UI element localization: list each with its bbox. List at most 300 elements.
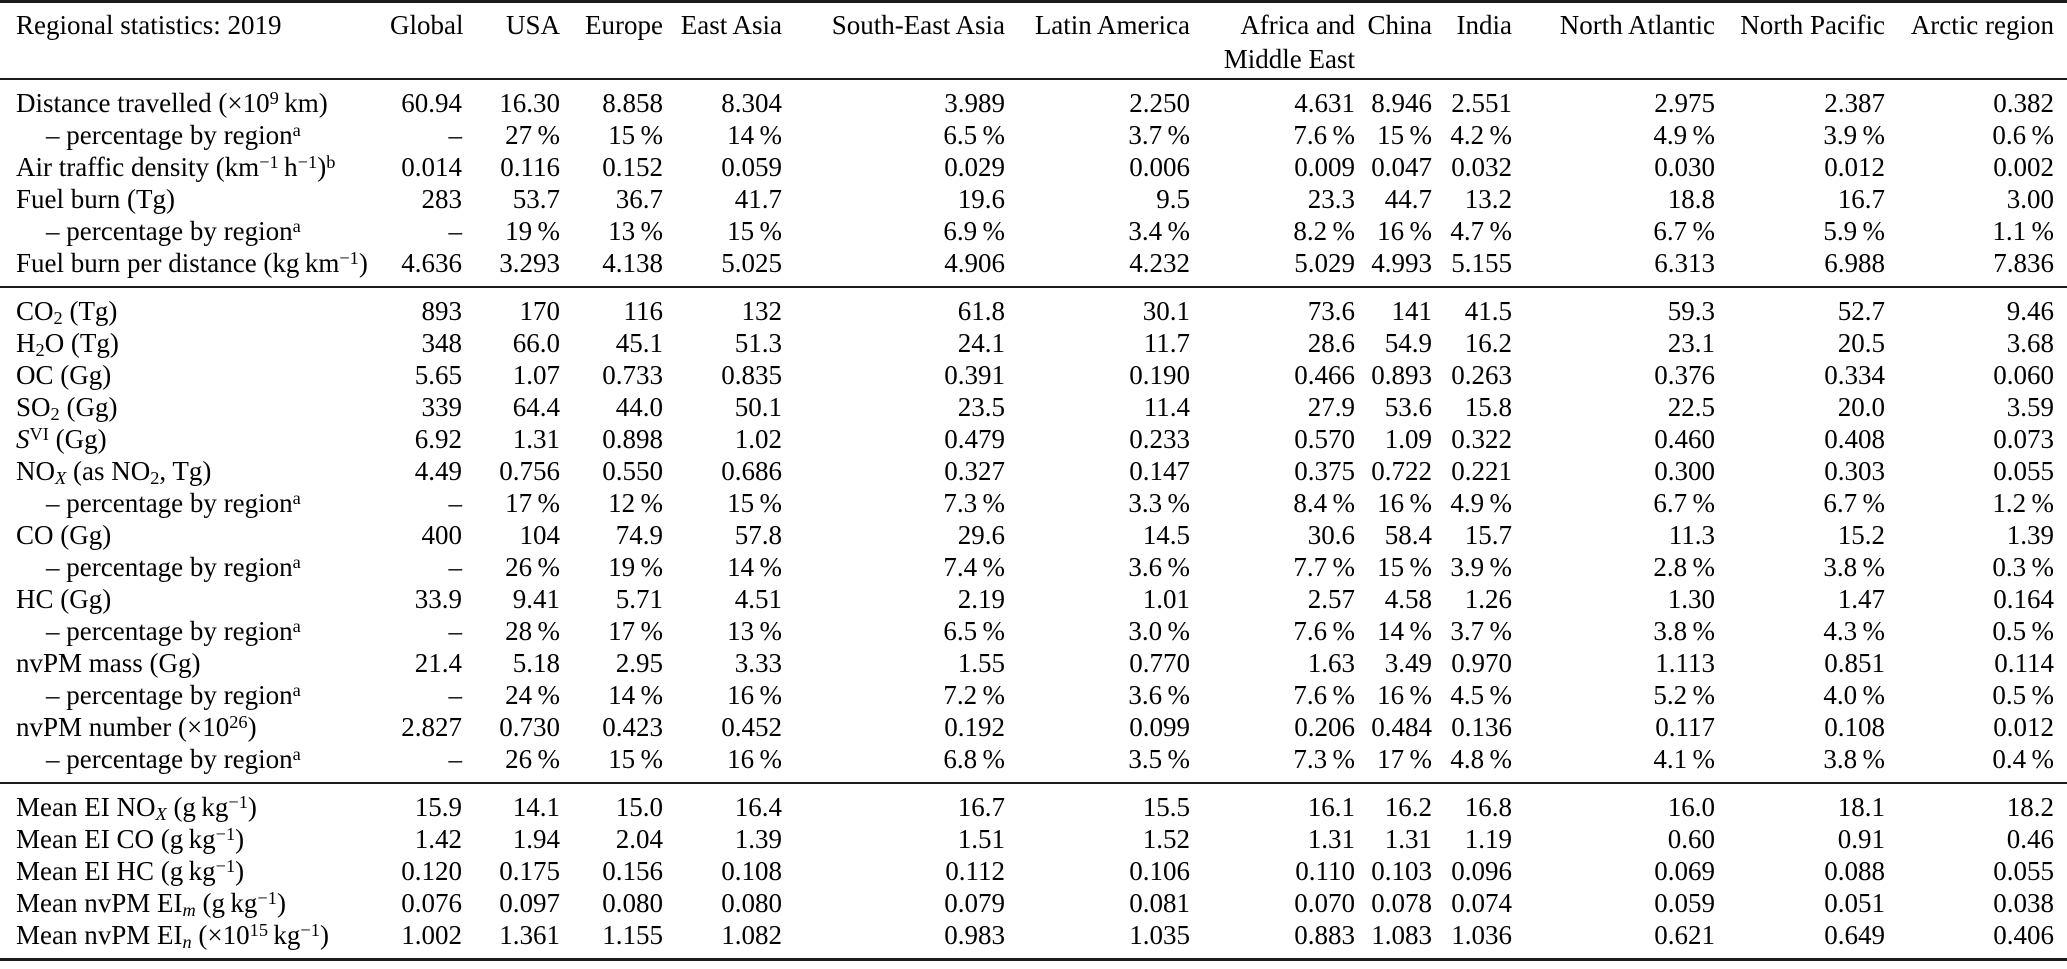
- cell: 53.6: [1384, 392, 1432, 422]
- cell: 1.035: [1129, 920, 1190, 950]
- cell: 0.164: [1993, 584, 2054, 614]
- cell: 8.858: [602, 88, 663, 118]
- cell: 6.988: [1824, 248, 1885, 278]
- cell: 0.460: [1654, 424, 1715, 454]
- cell: 4.58: [1384, 584, 1432, 614]
- cell: 0.074: [1451, 888, 1512, 918]
- cell: 23.3: [1307, 184, 1355, 214]
- cell: 3.7 %: [1450, 616, 1512, 646]
- cell: 15.8: [1464, 392, 1512, 422]
- cell: 116: [560, 287, 663, 327]
- cell: 16 %: [727, 744, 782, 774]
- cell: 57.8: [734, 520, 782, 550]
- cell: 7.2 %: [943, 680, 1005, 710]
- cell: 74.9: [615, 520, 663, 550]
- cell: 0.550: [602, 456, 663, 486]
- cell: 7.6 %: [1293, 120, 1355, 150]
- cell: 3.3 %: [1128, 488, 1190, 518]
- table-row: [0, 215, 2067, 247]
- cell: 33.9: [414, 584, 462, 614]
- row-label: Mean EI HC (g $kg^{-1}$): [16, 855, 245, 886]
- cell: 0.835: [721, 360, 782, 390]
- cell: 4.5 %: [1450, 680, 1512, 710]
- cell: 0.970: [1451, 648, 1512, 678]
- cell: 0.893: [1371, 360, 1432, 390]
- row-label: nvPM mass (Gg): [16, 648, 201, 678]
- cell: 20.5: [1837, 328, 1885, 358]
- cell: 6.5 %: [943, 616, 1005, 646]
- cell: 5.71: [615, 584, 663, 614]
- cell: –: [448, 744, 462, 774]
- cell: 3.8 %: [1823, 552, 1885, 582]
- table-row: [0, 151, 2067, 183]
- cell: 141: [1355, 287, 1432, 327]
- cell: 3.33: [734, 648, 782, 678]
- row-label: OC (Gg): [16, 360, 112, 390]
- cell: 15 %: [727, 488, 782, 518]
- cell: 53.7: [512, 184, 560, 214]
- cell: 7.4 %: [943, 552, 1005, 582]
- cell: 2.95: [615, 648, 663, 678]
- cell: 0.5 %: [1992, 616, 2054, 646]
- cell: 41.5: [1432, 287, 1512, 327]
- cell: 11.3: [1668, 520, 1715, 550]
- cell: 0.110: [1295, 856, 1355, 886]
- table-row: [0, 823, 2067, 855]
- cell: 0.221: [1451, 456, 1512, 486]
- cell: 3.9 %: [1450, 552, 1512, 582]
- cell: 52.7: [1715, 287, 1885, 327]
- cell: 1.083: [1371, 920, 1432, 950]
- table-row: [0, 743, 2067, 783]
- cell: 0.322: [1451, 424, 1512, 454]
- row-label: Mean EI $NO_X$ (g $kg^{-1}$): [0, 783, 390, 823]
- row-label: $SO_2$ (Gg): [16, 392, 118, 425]
- cell: 73.6: [1190, 287, 1355, 327]
- cell: 0.047: [1371, 152, 1432, 182]
- cell: 6.8 %: [943, 744, 1005, 774]
- cell: 3.68: [2006, 328, 2054, 358]
- cell: –: [448, 552, 462, 582]
- cell: 0.300: [1654, 456, 1715, 486]
- cell: 14 %: [727, 552, 782, 582]
- cell: 15.9: [390, 783, 462, 823]
- cell: 348: [421, 328, 462, 358]
- table-section-3: [0, 783, 2067, 960]
- cell: 0.46: [2006, 824, 2054, 854]
- cell: –: [448, 120, 462, 150]
- cell: 2.04: [615, 824, 663, 854]
- cell: 0.051: [1824, 888, 1885, 918]
- cell: 1.39: [734, 824, 782, 854]
- cell: 14.5: [1142, 520, 1190, 550]
- cell: 0.756: [499, 456, 560, 486]
- cell: 11.7: [1143, 328, 1190, 358]
- cell: –: [448, 216, 462, 246]
- row-label: $CO_2$ (Tg): [0, 287, 390, 327]
- cell: 0.059: [721, 152, 782, 182]
- cell: 1.01: [1142, 584, 1190, 614]
- cell: 0.91: [1837, 824, 1885, 854]
- cell: 0.233: [1129, 424, 1190, 454]
- row-label: $H_2O$ (Tg): [16, 328, 119, 361]
- cell: 0.327: [944, 456, 1005, 486]
- cell: 14 %: [608, 680, 663, 710]
- cell: 17 %: [608, 616, 663, 646]
- table-row: [0, 423, 2067, 455]
- table-row: [0, 919, 2067, 960]
- cell: 1.07: [512, 360, 560, 390]
- cell: 8.4 %: [1293, 488, 1355, 518]
- cell: 0.079: [944, 888, 1005, 918]
- cell: 0.076: [401, 888, 462, 918]
- cell: 3.989: [944, 88, 1005, 118]
- cell: 16 %: [1377, 216, 1432, 246]
- cell: 1.31: [512, 424, 560, 454]
- cell: 3.5 %: [1128, 744, 1190, 774]
- cell: 6.9 %: [943, 216, 1005, 246]
- cell: 0.722: [1371, 456, 1432, 486]
- cell: 104: [519, 520, 560, 550]
- cell: 0.484: [1371, 712, 1432, 742]
- cell: 58.4: [1384, 520, 1432, 550]
- cell: 1.63: [1307, 648, 1355, 678]
- cell: 15 %: [608, 120, 663, 150]
- cell: 0.770: [1129, 648, 1190, 678]
- cell: 7.6 %: [1293, 680, 1355, 710]
- cell: 2.8 %: [1653, 552, 1715, 582]
- cell: 0.080: [721, 888, 782, 918]
- cell: 2.827: [401, 712, 462, 742]
- cell: 0.206: [1294, 712, 1355, 742]
- cell: 0.883: [1294, 920, 1355, 950]
- cell: 0.156: [602, 856, 663, 886]
- row-label: Mean EI CO (g $kg^{-1}$): [16, 823, 245, 854]
- cell: 7.3 %: [943, 488, 1005, 518]
- cell: 1.30: [1667, 584, 1715, 614]
- cell: 0.060: [1993, 360, 2054, 390]
- cell: 22.5: [1667, 392, 1715, 422]
- cell: 4.993: [1371, 248, 1432, 278]
- cell: 24 %: [505, 680, 560, 710]
- cell: 20.0: [1837, 392, 1885, 422]
- cell: 0.114: [1994, 648, 2054, 678]
- cell: 0.070: [1294, 888, 1355, 918]
- cell: 15 %: [1377, 120, 1432, 150]
- cell: 64.4: [512, 392, 560, 422]
- row-label: Air traffic density ($km^{-1}$ $h^{-1})^b$: [16, 151, 336, 182]
- cell: 3.4 %: [1128, 216, 1190, 246]
- cell: 0.423: [602, 712, 663, 742]
- column-header-europe: Europe: [560, 2, 663, 80]
- table-row: [0, 615, 2067, 647]
- table-row: [0, 647, 2067, 679]
- cell: 3.8 %: [1653, 616, 1715, 646]
- cell: 29.6: [957, 520, 1005, 550]
- cell: 9.46: [1885, 287, 2067, 327]
- cell: 17 %: [1377, 744, 1432, 774]
- column-header-india: India: [1432, 2, 1512, 80]
- cell: 0.059: [1654, 888, 1715, 918]
- cell: 0.406: [1993, 920, 2054, 950]
- cell: –: [448, 616, 462, 646]
- cell: 16.1: [1190, 783, 1355, 823]
- cell: 0.078: [1371, 888, 1432, 918]
- column-header-arctic-region: Arctic region: [1885, 2, 2067, 80]
- cell: 283: [421, 184, 462, 214]
- table-row: [0, 79, 2067, 119]
- cell: 1.19: [1464, 824, 1512, 854]
- column-header-usa: USA: [462, 2, 560, 80]
- row-label: nvPM number $(\times 10^{26})$: [16, 711, 257, 742]
- cell: 1.39: [2006, 520, 2054, 550]
- table-section-2: [0, 287, 2067, 783]
- cell: 3.293: [499, 248, 560, 278]
- cell: 0.733: [602, 360, 663, 390]
- cell: 3.8 %: [1823, 744, 1885, 774]
- row-label: – percentage by region$^a$: [46, 743, 301, 774]
- cell: 6.7 %: [1653, 488, 1715, 518]
- cell: 1.31: [1384, 824, 1432, 854]
- table-corner-label: Regional statistics: 2019: [0, 2, 390, 80]
- cell: 4.0 %: [1823, 680, 1885, 710]
- cell: 4.8 %: [1450, 744, 1512, 774]
- cell: 0.029: [944, 152, 1005, 182]
- cell: 15 %: [727, 216, 782, 246]
- cell: 3.6 %: [1128, 680, 1190, 710]
- cell: 0.055: [1993, 456, 2054, 486]
- row-label: Mean nvPM $EI_n$ ($\times 10^{15}$ $kg^{-1}$): [16, 919, 329, 953]
- table-header: [0, 2, 2067, 80]
- cell: 15 %: [1377, 552, 1432, 582]
- cell: 23.5: [957, 392, 1005, 422]
- table-row: [0, 287, 2067, 327]
- cell: 0.4 %: [1992, 744, 2054, 774]
- cell: 4.232: [1129, 248, 1190, 278]
- cell: 45.1: [615, 328, 663, 358]
- table-row: [0, 359, 2067, 391]
- column-header-north-pacific: North Pacific: [1715, 2, 1885, 80]
- cell: 16.30: [499, 88, 560, 118]
- column-header-east-asia: East Asia: [663, 2, 782, 80]
- cell: 0.570: [1294, 424, 1355, 454]
- cell: 0.012: [1824, 152, 1885, 182]
- cell: 14 %: [1377, 616, 1432, 646]
- column-header-north-atlantic: North Atlantic: [1512, 2, 1715, 80]
- header-row: [0, 2, 2067, 80]
- cell: 0.038: [1993, 888, 2054, 918]
- cell: 0.686: [721, 456, 782, 486]
- table-row: [0, 455, 2067, 487]
- cell: 170: [462, 287, 560, 327]
- cell: 0.002: [1993, 152, 2054, 182]
- cell: 0.006: [1129, 152, 1190, 182]
- cell: 0.147: [1129, 456, 1190, 486]
- cell: 0.055: [1993, 856, 2054, 886]
- row-label: – percentage by region$^a$: [46, 615, 301, 646]
- table-row: [0, 855, 2067, 887]
- cell: 5.2 %: [1653, 680, 1715, 710]
- cell: 0.452: [721, 712, 782, 742]
- cell: 21.4: [414, 648, 462, 678]
- row-label: Mean nvPM $EI_m$ (g $kg^{-1}$): [16, 887, 286, 921]
- cell: 26 %: [505, 744, 560, 774]
- row-label: – percentage by region$^a$: [46, 487, 301, 518]
- cell: 1.02: [734, 424, 782, 454]
- cell: 0.5 %: [1992, 680, 2054, 710]
- cell: 4.636: [401, 248, 462, 278]
- cell: 16.4: [663, 783, 782, 823]
- cell: 0.408: [1824, 424, 1885, 454]
- row-label: Fuel burn per distance (kg $km^{-1}$): [16, 247, 368, 278]
- cell: 0.088: [1824, 856, 1885, 886]
- cell: 0.152: [602, 152, 663, 182]
- cell: 4.138: [602, 248, 663, 278]
- row-label: – percentage by region$^a$: [46, 119, 301, 150]
- cell: 0.376: [1654, 360, 1715, 390]
- cell: 400: [421, 520, 462, 550]
- cell: 19.6: [957, 184, 1005, 214]
- cell: 4.7 %: [1450, 216, 1512, 246]
- cell: 44.0: [615, 392, 663, 422]
- cell: 1.31: [1307, 824, 1355, 854]
- cell: 15.5: [1005, 783, 1190, 823]
- cell: 0.014: [401, 152, 462, 182]
- cell: 59.3: [1512, 287, 1715, 327]
- table-row: [0, 519, 2067, 551]
- table-row: [0, 551, 2067, 583]
- cell: 0.334: [1824, 360, 1885, 390]
- cell: 1.52: [1142, 824, 1190, 854]
- cell: 0.136: [1451, 712, 1512, 742]
- cell: 13 %: [727, 616, 782, 646]
- cell: 9.5: [1156, 184, 1190, 214]
- cell: 5.9 %: [1823, 216, 1885, 246]
- table-row: [0, 583, 2067, 615]
- cell: 1.082: [721, 920, 782, 950]
- cell: –: [448, 680, 462, 710]
- cell: 3.0 %: [1128, 616, 1190, 646]
- cell: 6.7 %: [1823, 488, 1885, 518]
- cell: 11.4: [1143, 392, 1190, 422]
- cell: 6.7 %: [1653, 216, 1715, 246]
- table-section-1: [0, 79, 2067, 287]
- cell: 0.466: [1294, 360, 1355, 390]
- cell: 4.51: [734, 584, 782, 614]
- cell: 28.6: [1307, 328, 1355, 358]
- cell: 16 %: [1377, 488, 1432, 518]
- cell: 8.2 %: [1293, 216, 1355, 246]
- cell: 4.2 %: [1450, 120, 1512, 150]
- cell: 15.7: [1464, 520, 1512, 550]
- cell: 6.5 %: [943, 120, 1005, 150]
- column-header-latin-america: Latin America: [1005, 2, 1190, 80]
- cell: 2.250: [1129, 88, 1190, 118]
- cell: 4.9 %: [1653, 120, 1715, 150]
- cell: 2.551: [1451, 88, 1512, 118]
- cell: 0.120: [401, 856, 462, 886]
- cell: 18.1: [1715, 783, 1885, 823]
- cell: 1.113: [1655, 648, 1715, 678]
- cell: 0.116: [500, 152, 560, 182]
- cell: 44.7: [1384, 184, 1432, 214]
- cell: 16.2: [1464, 328, 1512, 358]
- column-header-africa-and-middle-east: Africa and Middle East: [1190, 2, 1355, 80]
- cell: 0.6 %: [1992, 120, 2054, 150]
- cell: 1.26: [1464, 584, 1512, 614]
- cell: 0.375: [1294, 456, 1355, 486]
- cell: 16.2: [1355, 783, 1432, 823]
- row-label: CO (Gg): [16, 520, 112, 550]
- cell: 8.946: [1371, 88, 1432, 118]
- cell: 17 %: [505, 488, 560, 518]
- cell: 3.6 %: [1128, 552, 1190, 582]
- cell: 16 %: [727, 680, 782, 710]
- cell: 4.49: [414, 456, 462, 486]
- cell: 0.898: [602, 424, 663, 454]
- table-row: [0, 119, 2067, 151]
- cell: 8.304: [721, 88, 782, 118]
- table-row: [0, 487, 2067, 519]
- cell: 0.479: [944, 424, 1005, 454]
- cell: 1.002: [401, 920, 462, 950]
- cell: 18.2: [1885, 783, 2067, 823]
- cell: 2.19: [957, 584, 1005, 614]
- cell: 2.975: [1654, 88, 1715, 118]
- cell: 0.190: [1129, 360, 1190, 390]
- cell: 0.108: [1824, 712, 1885, 742]
- row-label: – percentage by region$^a$: [46, 215, 301, 246]
- cell: 54.9: [1384, 328, 1432, 358]
- cell: 0.730: [499, 712, 560, 742]
- cell: 4.9 %: [1450, 488, 1512, 518]
- cell: 1.51: [957, 824, 1005, 854]
- cell: 3.59: [2006, 392, 2054, 422]
- cell: 4.906: [944, 248, 1005, 278]
- cell: 19 %: [505, 216, 560, 246]
- table-row: [0, 711, 2067, 743]
- cell: 3.49: [1384, 648, 1432, 678]
- cell: 2.387: [1824, 88, 1885, 118]
- row-label: Fuel burn (Tg): [16, 184, 175, 214]
- cell: 16.7: [1837, 184, 1885, 214]
- table-row: [0, 247, 2067, 287]
- table-row: [0, 183, 2067, 215]
- cell: 0.030: [1654, 152, 1715, 182]
- cell: 13 %: [608, 216, 663, 246]
- cell: 24.1: [957, 328, 1005, 358]
- cell: 23.1: [1667, 328, 1715, 358]
- cell: 16 %: [1377, 680, 1432, 710]
- cell: 7.836: [1993, 248, 2054, 278]
- column-header-global: Global: [390, 2, 462, 80]
- cell: 1.09: [1384, 424, 1432, 454]
- cell: 5.65: [414, 360, 462, 390]
- cell: 36.7: [615, 184, 663, 214]
- cell: 0.382: [1993, 88, 2054, 118]
- column-header-china: China: [1355, 2, 1432, 80]
- cell: –: [448, 488, 462, 518]
- cell: 5.025: [721, 248, 782, 278]
- cell: 0.081: [1129, 888, 1190, 918]
- cell: 1.42: [414, 824, 462, 854]
- cell: 4.1 %: [1653, 744, 1715, 774]
- cell: 0.303: [1824, 456, 1885, 486]
- cell: 4.3 %: [1823, 616, 1885, 646]
- cell: 0.117: [1655, 712, 1715, 742]
- cell: 0.391: [944, 360, 1005, 390]
- table-row: [0, 887, 2067, 919]
